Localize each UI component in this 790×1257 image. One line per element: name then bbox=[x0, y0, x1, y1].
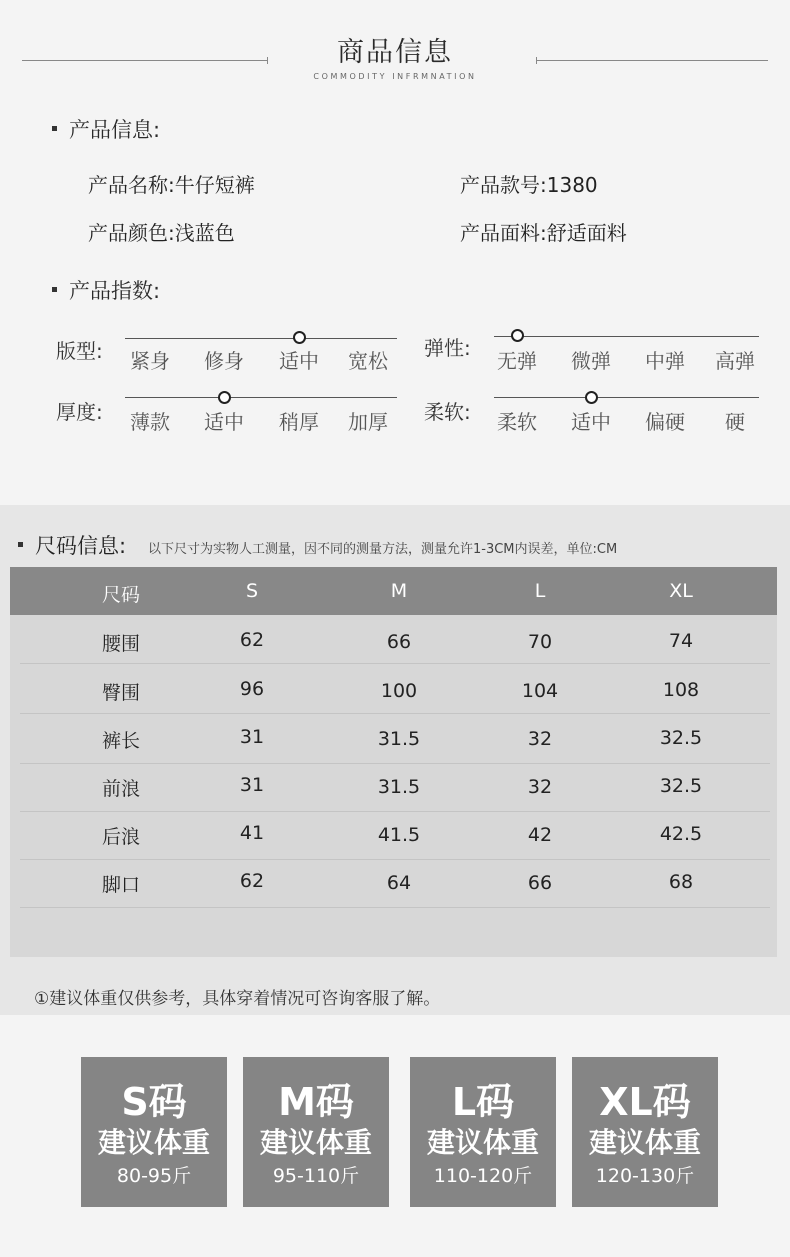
size-table-header-cell: M bbox=[390, 580, 408, 602]
table-cell: 臀围 bbox=[101, 682, 140, 704]
bullet-icon bbox=[52, 126, 57, 131]
fit-indicator bbox=[293, 331, 306, 344]
fit-option: 修身 bbox=[204, 349, 244, 373]
table-cell: 32.5 bbox=[659, 727, 703, 749]
card-label: 建议体重 bbox=[588, 1126, 701, 1159]
product-name-value: 牛仔短裤 bbox=[174, 173, 255, 197]
elasticity-indicator bbox=[511, 329, 524, 342]
thickness-option: 薄款 bbox=[130, 410, 170, 434]
weight-tip: ①建议体重仅供参考，具体穿着情况可咨询客服了解。 bbox=[34, 989, 441, 1009]
card-label: 建议体重 bbox=[426, 1126, 539, 1159]
product-color-value: 浅蓝色 bbox=[174, 221, 235, 245]
table-cell: 42 bbox=[527, 824, 553, 846]
thickness-indicator bbox=[218, 391, 231, 404]
table-cell: 104 bbox=[521, 680, 559, 702]
table-cell: 70 bbox=[527, 631, 553, 653]
weight-card-s bbox=[81, 1057, 227, 1207]
product-model-row bbox=[460, 169, 598, 198]
size-info-heading bbox=[18, 530, 126, 560]
size-info-note: 以下尺寸为实物人工测量，因不同的测量方法，测量允许1-3CM内误差，单位:CM bbox=[148, 542, 618, 557]
product-model-label: 产品款号: bbox=[460, 173, 547, 197]
card-weight: 95-110斤 bbox=[272, 1165, 360, 1187]
elasticity-option: 高弹 bbox=[715, 349, 755, 373]
table-cell: 108 bbox=[662, 679, 700, 701]
table-cell: 42.5 bbox=[659, 823, 703, 845]
card-size: S码 bbox=[121, 1080, 187, 1124]
weight-card-m bbox=[243, 1057, 389, 1207]
table-cell: 32.5 bbox=[659, 775, 703, 797]
thickness-label: 厚度: bbox=[56, 400, 103, 424]
softness-option: 适中 bbox=[571, 410, 611, 434]
table-cell: 脚口 bbox=[101, 874, 140, 896]
table-cell: 66 bbox=[386, 631, 412, 653]
fit-label: 版型: bbox=[56, 339, 103, 363]
weight-card-l bbox=[410, 1057, 556, 1207]
table-cell: 31.5 bbox=[377, 728, 421, 750]
card-size: L码 bbox=[451, 1080, 515, 1124]
table-row-divider bbox=[20, 713, 770, 714]
size-table bbox=[10, 567, 777, 957]
thickness-option: 加厚 bbox=[348, 410, 388, 434]
card-weight: 120-130斤 bbox=[595, 1165, 695, 1187]
table-cell: 41 bbox=[239, 822, 265, 844]
thickness-option: 适中 bbox=[204, 410, 244, 434]
table-cell: 66 bbox=[527, 872, 553, 894]
bullet-icon bbox=[52, 287, 57, 292]
card-label: 建议体重 bbox=[97, 1126, 210, 1159]
product-color-label: 产品颜色: bbox=[88, 221, 175, 245]
table-cell: 裤长 bbox=[101, 730, 140, 752]
card-label: 建议体重 bbox=[259, 1126, 372, 1159]
size-table-header-cell: XL bbox=[669, 580, 693, 602]
size-table-header-cell: 尺码 bbox=[101, 584, 140, 606]
product-fabric-row bbox=[460, 217, 627, 246]
bullet-icon bbox=[18, 542, 23, 547]
table-cell: 32 bbox=[527, 728, 553, 750]
size-table-header-cell: S bbox=[245, 580, 259, 602]
table-row-divider bbox=[20, 763, 770, 764]
table-row-divider bbox=[20, 663, 770, 664]
table-cell: 100 bbox=[380, 680, 418, 702]
softness-option: 柔软 bbox=[497, 410, 537, 434]
product-name-label: 产品名称: bbox=[88, 173, 175, 197]
elasticity-option: 中弹 bbox=[645, 349, 685, 373]
page-title: 商品信息 bbox=[337, 37, 453, 68]
table-cell: 68 bbox=[668, 871, 694, 893]
table-cell: 62 bbox=[239, 870, 265, 892]
elasticity-option: 微弹 bbox=[571, 349, 611, 373]
table-cell: 41.5 bbox=[377, 824, 421, 846]
softness-option: 硬 bbox=[725, 410, 745, 434]
product-info-title: 产品信息: bbox=[69, 118, 161, 142]
weight-card-xl bbox=[572, 1057, 718, 1207]
table-cell: 62 bbox=[239, 629, 265, 651]
product-index-title: 产品指数: bbox=[69, 279, 161, 303]
softness-scale bbox=[494, 397, 759, 398]
product-fabric-label: 产品面料: bbox=[460, 221, 547, 245]
table-cell: 31 bbox=[239, 774, 265, 796]
fit-option: 紧身 bbox=[130, 349, 170, 373]
size-table-header-cell: L bbox=[534, 580, 546, 602]
table-cell: 74 bbox=[668, 630, 694, 652]
thickness-scale bbox=[125, 397, 397, 398]
table-row-divider bbox=[20, 859, 770, 860]
size-info-title: 尺码信息: bbox=[35, 534, 127, 558]
elasticity-option: 无弹 bbox=[497, 349, 537, 373]
table-cell: 腰围 bbox=[101, 633, 140, 655]
fit-option: 适中 bbox=[279, 349, 319, 373]
product-model-value: 1380 bbox=[546, 173, 598, 197]
product-fabric-value: 舒适面料 bbox=[546, 221, 627, 245]
softness-label: 柔软: bbox=[424, 400, 471, 424]
fit-scale bbox=[125, 338, 397, 339]
softness-indicator bbox=[585, 391, 598, 404]
table-cell: 后浪 bbox=[101, 826, 140, 848]
card-size: XL码 bbox=[599, 1080, 691, 1124]
table-cell: 96 bbox=[239, 678, 265, 700]
product-name-row bbox=[88, 169, 255, 198]
elasticity-label: 弹性: bbox=[424, 336, 471, 360]
fit-option: 宽松 bbox=[348, 349, 388, 373]
card-weight: 110-120斤 bbox=[433, 1165, 533, 1187]
table-row-divider bbox=[20, 907, 770, 908]
table-row-divider bbox=[20, 811, 770, 812]
card-weight: 80-95斤 bbox=[116, 1165, 192, 1187]
thickness-option: 稍厚 bbox=[279, 410, 319, 434]
product-color-row bbox=[88, 217, 235, 246]
softness-option: 偏硬 bbox=[645, 410, 685, 434]
product-info-heading bbox=[52, 114, 160, 144]
card-size: M码 bbox=[278, 1080, 354, 1124]
table-cell: 前浪 bbox=[101, 778, 140, 800]
elasticity-scale bbox=[494, 336, 759, 337]
product-index-heading bbox=[52, 275, 160, 305]
table-cell: 64 bbox=[386, 872, 412, 894]
table-cell: 31.5 bbox=[377, 776, 421, 798]
table-cell: 32 bbox=[527, 776, 553, 798]
table-cell: 31 bbox=[239, 726, 265, 748]
page-subtitle: COMMODITY INFRMNATION bbox=[313, 72, 477, 81]
